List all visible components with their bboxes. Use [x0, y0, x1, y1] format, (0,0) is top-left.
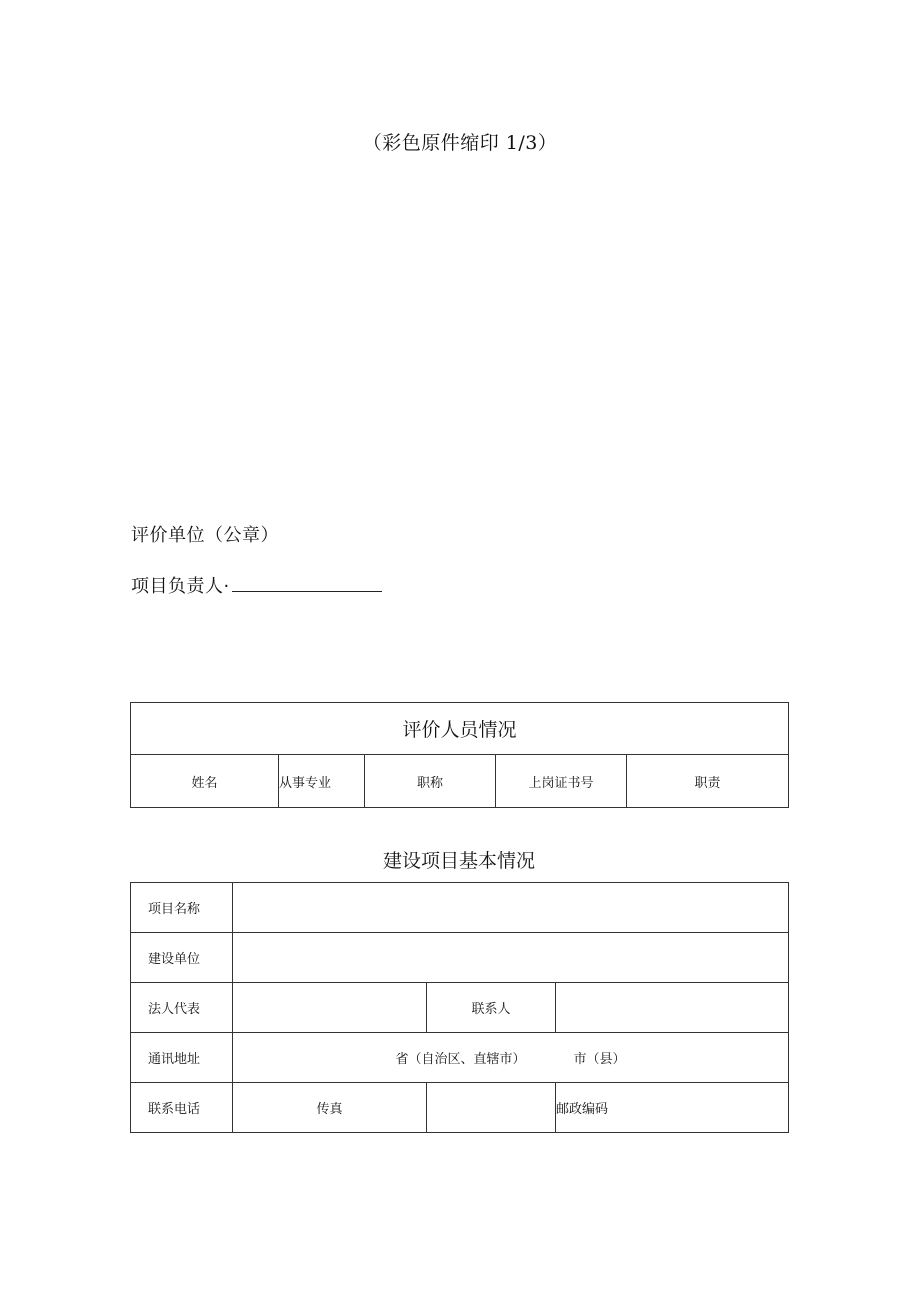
evaluation-unit-label: 评价单位（公章） — [131, 525, 279, 546]
fax-field[interactable] — [427, 1083, 556, 1133]
reduced-print-note: （彩色原件缩印 1/3） — [362, 132, 558, 154]
address-province-text: 省（自治区、直辖市） — [395, 1052, 526, 1067]
builder-row — [131, 933, 789, 983]
personnel-header-row — [131, 755, 789, 808]
phone-row — [131, 1083, 789, 1133]
contact-field[interactable] — [556, 983, 789, 1033]
contact-label: 联系人 — [427, 983, 556, 1033]
personnel-table-title: 评价人员情况 — [131, 703, 789, 755]
project-name-row — [131, 883, 789, 933]
project-leader-line — [131, 572, 382, 598]
fax-label: 传真 — [233, 1083, 427, 1133]
header-specialty: 从事专业 — [279, 755, 365, 808]
builder-field[interactable] — [233, 933, 789, 983]
personnel-table — [130, 702, 789, 808]
signature-blank[interactable] — [232, 577, 382, 592]
header-certificate-no: 上岗证书号 — [496, 755, 627, 808]
project-name-field[interactable] — [233, 883, 789, 933]
header-duty: 职责 — [627, 755, 789, 808]
project-leader-label: 项目负责人· — [131, 576, 230, 597]
address-row — [131, 1033, 789, 1083]
project-name-label: 项目名称 — [131, 883, 233, 933]
evaluation-unit-line — [131, 521, 279, 547]
address-field[interactable] — [233, 1033, 789, 1083]
legal-rep-field[interactable] — [233, 983, 427, 1033]
legal-rep-label: 法人代表 — [131, 983, 233, 1033]
builder-label: 建设单位 — [131, 933, 233, 983]
project-section-title: 建设项目基本情况 — [382, 850, 535, 872]
header-name: 姓名 — [131, 755, 279, 808]
postcode-label: 邮政编码 — [556, 1083, 789, 1133]
address-label: 通讯地址 — [131, 1033, 233, 1083]
project-info-table — [130, 882, 789, 1133]
phone-label: 联系电话 — [131, 1083, 233, 1133]
header-title: 职称 — [365, 755, 496, 808]
address-city-text: 市（县） — [573, 1052, 626, 1067]
personnel-title-row — [131, 703, 789, 755]
legal-rep-row — [131, 983, 789, 1033]
